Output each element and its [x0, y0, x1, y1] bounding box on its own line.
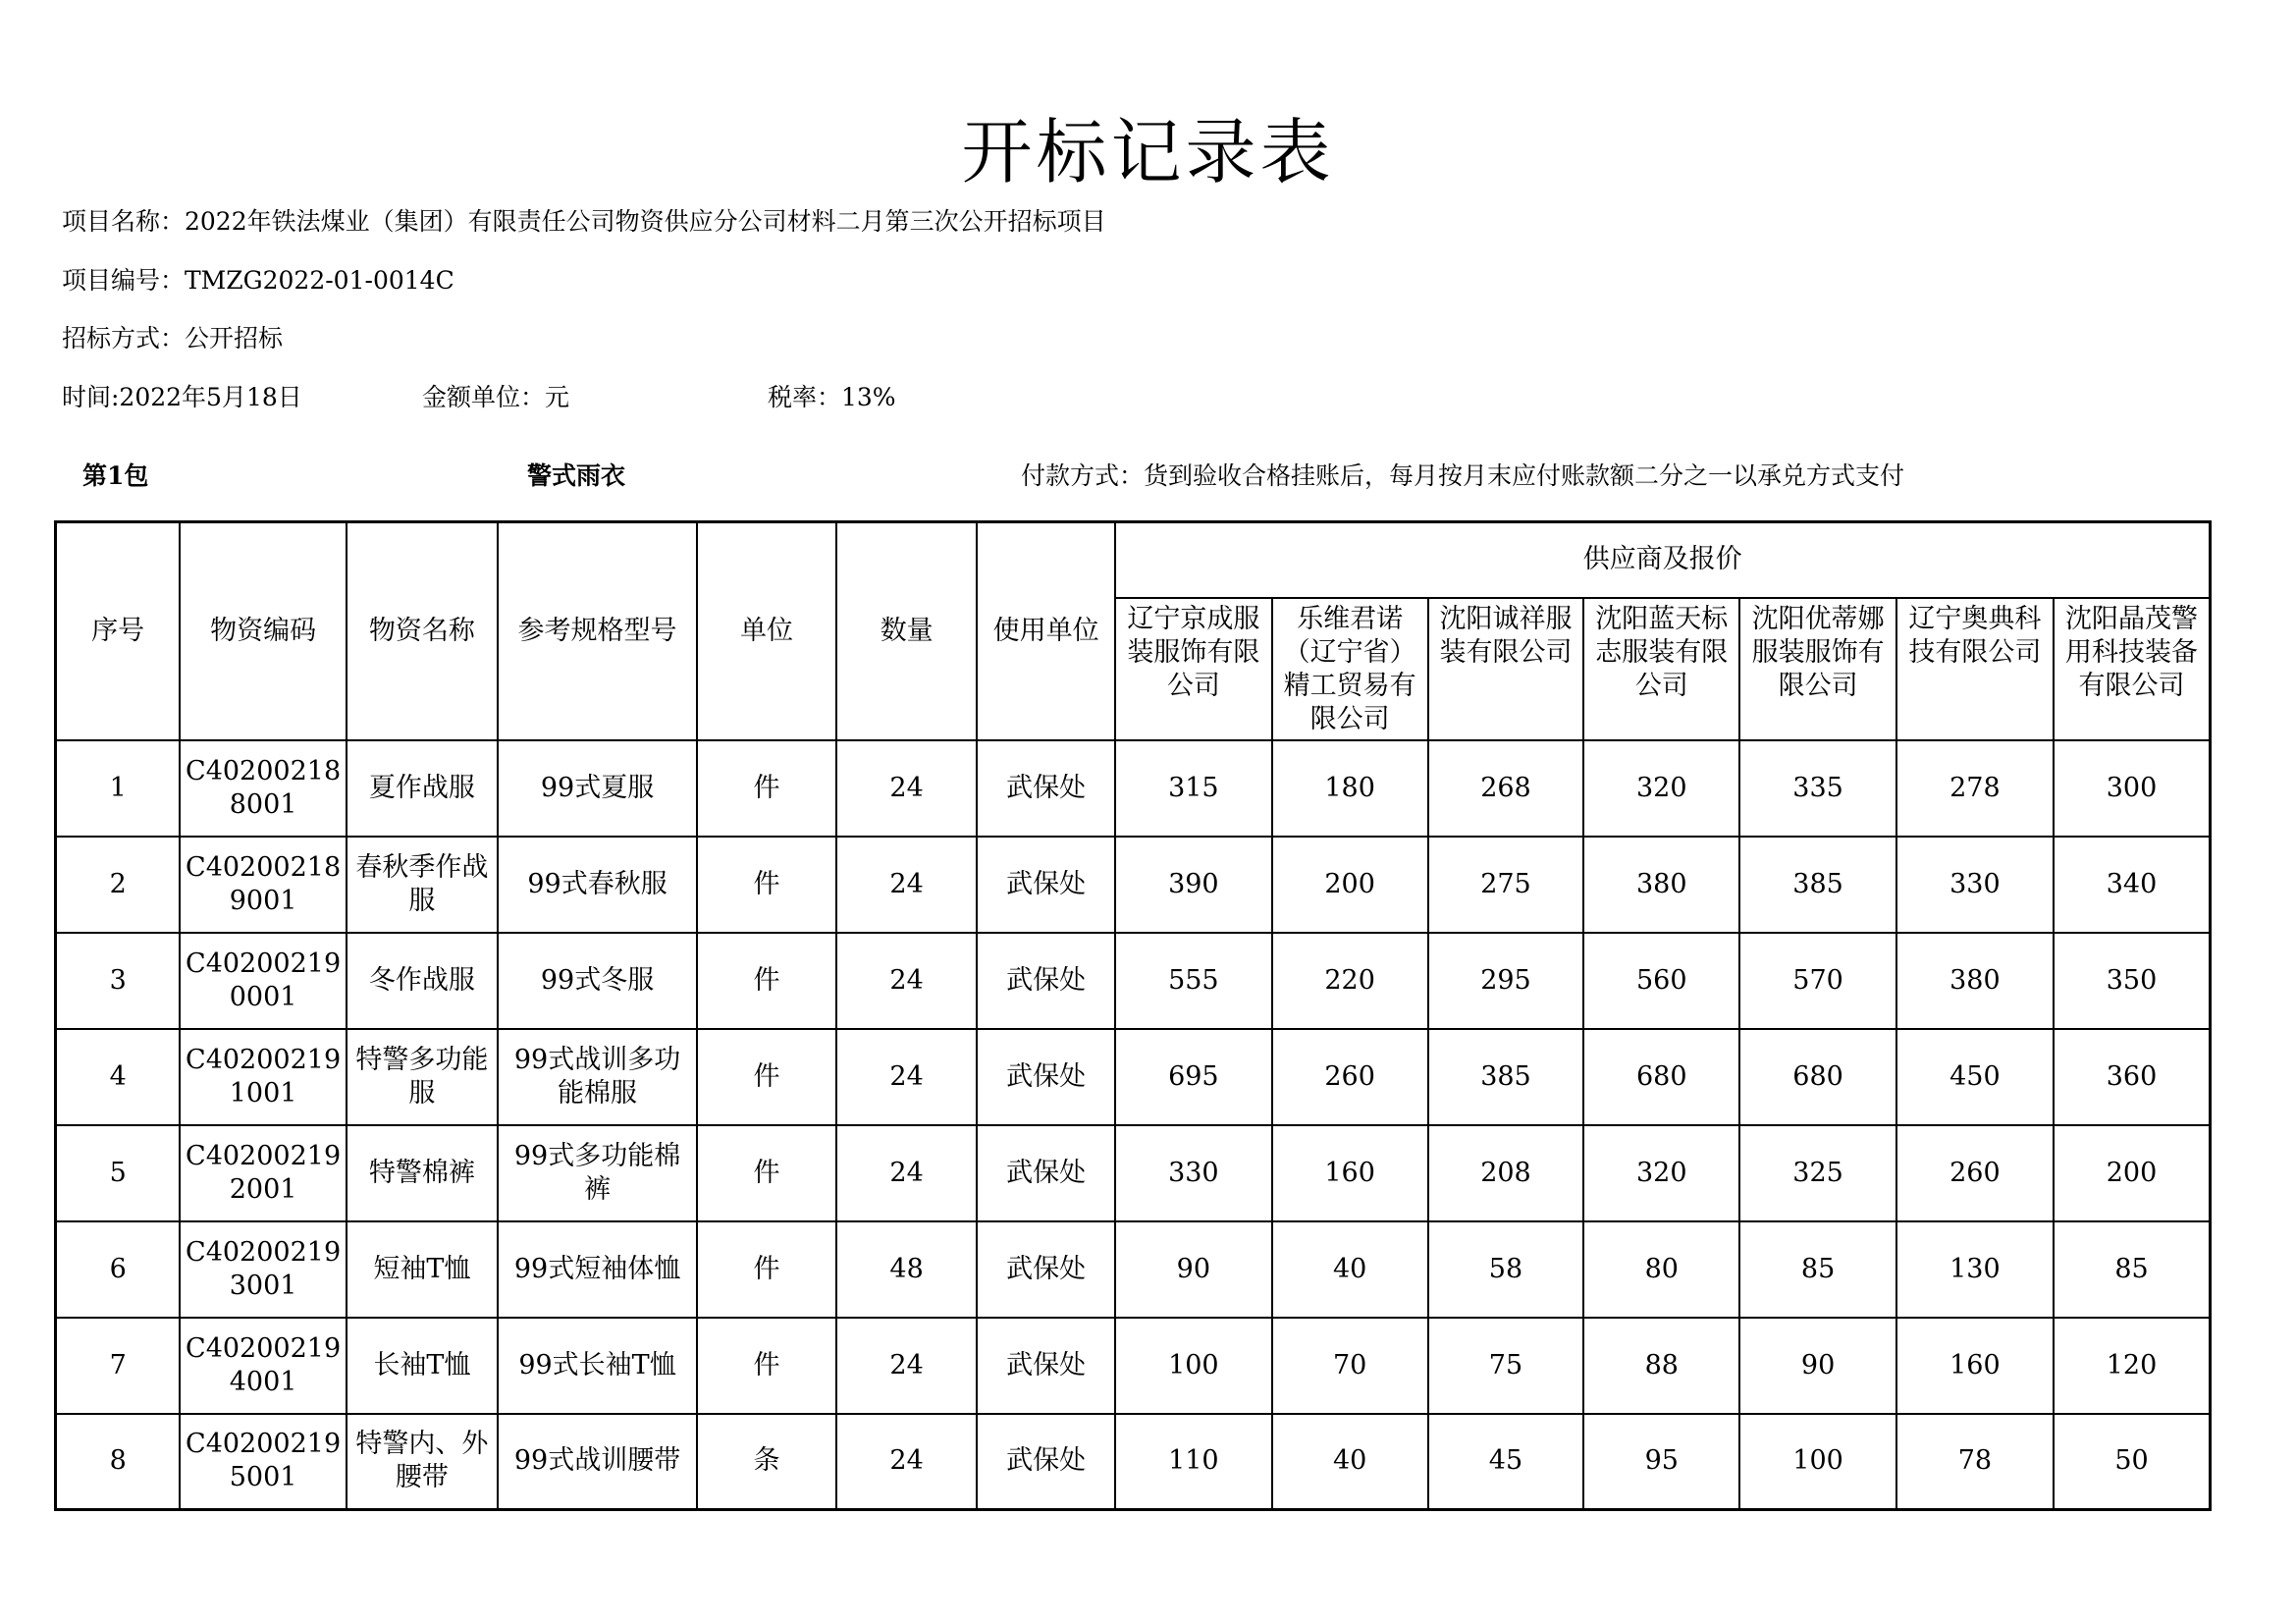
cell-seq: 3 [56, 933, 181, 1029]
bid-record-table [54, 520, 2212, 1511]
cell-price: 85 [1739, 1221, 1896, 1318]
cell-price: 268 [1428, 740, 1583, 837]
col-dept: 使用单位 [977, 522, 1115, 740]
cell-price: 78 [1896, 1414, 2054, 1510]
cell-seq: 1 [56, 740, 181, 837]
cell-price: 340 [2054, 837, 2210, 933]
cell-price: 680 [1583, 1029, 1739, 1125]
package-number: 第1包 [82, 461, 149, 490]
supplier-header: 沈阳蓝天标志服装有限公司 [1583, 598, 1739, 740]
cell-dept: 武保处 [977, 740, 1115, 837]
cell-price: 50 [2054, 1414, 2210, 1510]
cell-price: 100 [1115, 1318, 1271, 1414]
cell-unit: 件 [697, 740, 836, 837]
cell-price: 70 [1272, 1318, 1428, 1414]
cell-spec: 99式夏服 [498, 740, 697, 837]
cell-spec: 99式短袖体恤 [498, 1221, 697, 1318]
table-row [56, 1414, 2211, 1510]
cell-price: 260 [1272, 1029, 1428, 1125]
cell-name: 长袖T恤 [347, 1318, 498, 1414]
table-row [56, 837, 2211, 933]
col-suppliers-group: 供应商及报价 [1115, 522, 2210, 598]
cell-name: 春秋季作战服 [347, 837, 498, 933]
cell-dept: 武保处 [977, 1029, 1115, 1125]
col-spec: 参考规格型号 [498, 522, 697, 740]
supplier-header: 沈阳优蒂娜服装服饰有限公司 [1739, 598, 1896, 740]
package-info [0, 457, 2296, 492]
payment-terms: 付款方式：货到验收合格挂账后，每月按月末应付账款额二分之一以承兑方式支付 [1021, 461, 1905, 490]
cell-qty: 48 [836, 1221, 977, 1318]
cell-qty: 24 [836, 933, 977, 1029]
cell-name: 特警棉裤 [347, 1125, 498, 1221]
cell-price: 295 [1428, 933, 1583, 1029]
cell-seq: 8 [56, 1414, 181, 1510]
cell-price: 110 [1115, 1414, 1271, 1510]
cell-spec: 99式多功能棉裤 [498, 1125, 697, 1221]
cell-price: 350 [2054, 933, 2210, 1029]
cell-name: 特警多功能服 [347, 1029, 498, 1125]
cell-price: 325 [1739, 1125, 1896, 1221]
cell-price: 208 [1428, 1125, 1583, 1221]
cell-dept: 武保处 [977, 837, 1115, 933]
cell-dept: 武保处 [977, 933, 1115, 1029]
cell-qty: 24 [836, 1125, 977, 1221]
cell-price: 275 [1428, 837, 1583, 933]
cell-unit: 条 [697, 1414, 836, 1510]
cell-price: 380 [1583, 837, 1739, 933]
cell-unit: 件 [697, 837, 836, 933]
cell-price: 320 [1583, 740, 1739, 837]
cell-code: C402002189001 [180, 837, 346, 933]
package-name: 警式雨衣 [527, 461, 626, 490]
cell-spec: 99式战训腰带 [498, 1414, 697, 1510]
cell-spec: 99式战训多功能棉服 [498, 1029, 697, 1125]
cell-code: C402002191001 [180, 1029, 346, 1125]
cell-qty: 24 [836, 1318, 977, 1414]
cell-code: C402002188001 [180, 740, 346, 837]
tax-rate: 税率：13% [768, 383, 896, 411]
cell-unit: 件 [697, 1318, 836, 1414]
cell-price: 330 [1115, 1125, 1271, 1221]
supplier-header: 沈阳晶茂警用科技装备有限公司 [2054, 598, 2210, 740]
cell-price: 220 [1272, 933, 1428, 1029]
cell-code: C402002192001 [180, 1125, 346, 1221]
cell-price: 450 [1896, 1029, 2054, 1125]
cell-code: C402002195001 [180, 1414, 346, 1510]
tender-method: 招标方式：公开招标 [62, 324, 284, 352]
cell-price: 385 [1739, 837, 1896, 933]
cell-seq: 6 [56, 1221, 181, 1318]
cell-price: 100 [1739, 1414, 1896, 1510]
cell-price: 58 [1428, 1221, 1583, 1318]
cell-unit: 件 [697, 1125, 836, 1221]
cell-price: 90 [1739, 1318, 1896, 1414]
cell-seq: 4 [56, 1029, 181, 1125]
col-name: 物资名称 [347, 522, 498, 740]
cell-dept: 武保处 [977, 1125, 1115, 1221]
cell-price: 40 [1272, 1414, 1428, 1510]
cell-price: 120 [2054, 1318, 2210, 1414]
table-row [56, 740, 2211, 837]
cell-dept: 武保处 [977, 1221, 1115, 1318]
cell-dept: 武保处 [977, 1318, 1115, 1414]
cell-price: 380 [1896, 933, 2054, 1029]
cell-price: 570 [1739, 933, 1896, 1029]
cell-price: 130 [1896, 1221, 2054, 1318]
cell-name: 冬作战服 [347, 933, 498, 1029]
supplier-header: 辽宁奥典科技有限公司 [1896, 598, 2054, 740]
cell-name: 夏作战服 [347, 740, 498, 837]
cell-qty: 24 [836, 1029, 977, 1125]
supplier-header: 沈阳诚祥服装有限公司 [1428, 598, 1583, 740]
cell-code: C402002194001 [180, 1318, 346, 1414]
cell-spec: 99式长袖T恤 [498, 1318, 697, 1414]
cell-code: C402002193001 [180, 1221, 346, 1318]
table-row [56, 1221, 2211, 1318]
cell-price: 315 [1115, 740, 1271, 837]
header-row [56, 522, 2211, 598]
cell-price: 160 [1896, 1318, 2054, 1414]
cell-spec: 99式春秋服 [498, 837, 697, 933]
cell-name: 特警内、外腰带 [347, 1414, 498, 1510]
cell-seq: 7 [56, 1318, 181, 1414]
bid-time: 时间:2022年5月18日 [62, 383, 302, 411]
page-title: 开标记录表 [961, 111, 1335, 193]
cell-price: 300 [2054, 740, 2210, 837]
cell-price: 160 [1272, 1125, 1428, 1221]
cell-price: 80 [1583, 1221, 1739, 1318]
project-number: 项目编号：TMZG2022-01-0014C [62, 266, 454, 295]
cell-qty: 24 [836, 1414, 977, 1510]
cell-spec: 99式冬服 [498, 933, 697, 1029]
cell-name: 短袖T恤 [347, 1221, 498, 1318]
cell-qty: 24 [836, 740, 977, 837]
supplier-header: 乐维君诺（辽宁省）精工贸易有限公司 [1272, 598, 1428, 740]
col-unit: 单位 [697, 522, 836, 740]
col-seq: 序号 [56, 522, 181, 740]
cell-price: 85 [2054, 1221, 2210, 1318]
supplier-header: 辽宁京成服装服饰有限公司 [1115, 598, 1271, 740]
table-row [56, 1318, 2211, 1414]
cell-price: 695 [1115, 1029, 1271, 1125]
cell-price: 45 [1428, 1414, 1583, 1510]
cell-price: 90 [1115, 1221, 1271, 1318]
cell-qty: 24 [836, 837, 977, 933]
cell-seq: 5 [56, 1125, 181, 1221]
cell-price: 555 [1115, 933, 1271, 1029]
currency-unit: 金额单位：元 [422, 383, 570, 411]
cell-price: 260 [1896, 1125, 2054, 1221]
cell-price: 680 [1739, 1029, 1896, 1125]
project-name: 项目名称：2022年铁法煤业（集团）有限责任公司物资供应分公司材料二月第三次公开招标项目 [62, 207, 1106, 236]
cell-price: 75 [1428, 1318, 1583, 1414]
cell-unit: 件 [697, 1029, 836, 1125]
cell-price: 390 [1115, 837, 1271, 933]
cell-price: 200 [2054, 1125, 2210, 1221]
cell-price: 320 [1583, 1125, 1739, 1221]
cell-price: 88 [1583, 1318, 1739, 1414]
cell-price: 200 [1272, 837, 1428, 933]
cell-unit: 件 [697, 1221, 836, 1318]
cell-price: 180 [1272, 740, 1428, 837]
table-row [56, 1125, 2211, 1221]
cell-price: 330 [1896, 837, 2054, 933]
cell-price: 385 [1428, 1029, 1583, 1125]
col-qty: 数量 [836, 522, 977, 740]
cell-price: 560 [1583, 933, 1739, 1029]
cell-seq: 2 [56, 837, 181, 933]
cell-price: 360 [2054, 1029, 2210, 1125]
cell-unit: 件 [697, 933, 836, 1029]
cell-code: C402002190001 [180, 933, 346, 1029]
cell-dept: 武保处 [977, 1414, 1115, 1510]
cell-price: 335 [1739, 740, 1896, 837]
cell-price: 278 [1896, 740, 2054, 837]
col-code: 物资编码 [180, 522, 346, 740]
table-row [56, 1029, 2211, 1125]
cell-price: 40 [1272, 1221, 1428, 1318]
table-row [56, 933, 2211, 1029]
cell-price: 95 [1583, 1414, 1739, 1510]
